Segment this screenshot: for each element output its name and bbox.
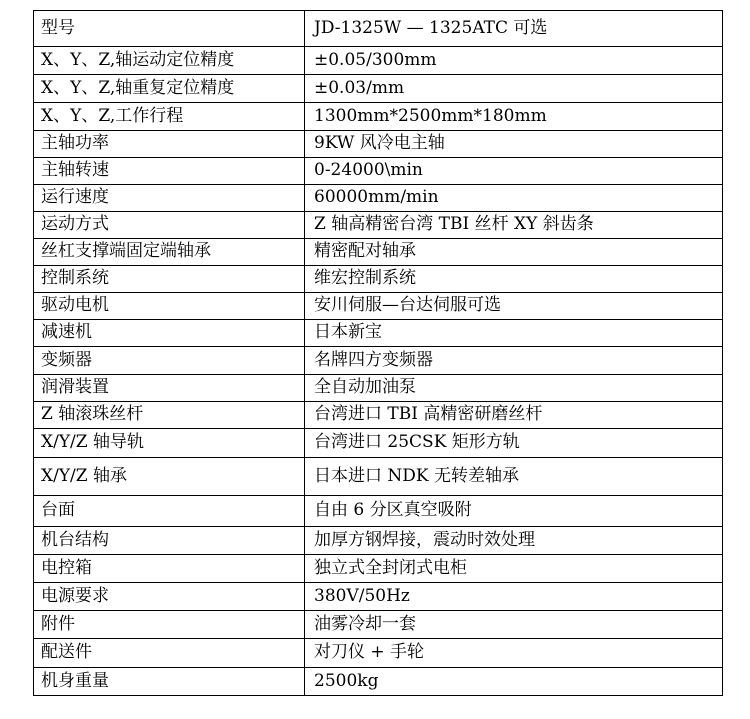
spec-value: 2500kg [305,668,723,696]
spec-label: X、Y、Z,轴重复定位精度 [34,75,305,103]
table-row [34,429,723,458]
table-row [34,239,723,266]
spec-value: 60000mm/min [305,185,723,212]
spec-label: 运动方式 [34,212,305,239]
spec-label: 附件 [34,611,305,639]
spec-value: 维宏控制系统 [305,266,723,293]
spec-value: 加厚方钢焊接，震动时效处理 [305,527,723,555]
spec-value: 1300mm*2500mm*180mm [305,103,723,131]
spec-value: 380V/50Hz [305,583,723,611]
spec-label: X、Y、Z,工作行程 [34,103,305,131]
table-row [34,158,723,185]
spec-label: 驱动电机 [34,293,305,320]
spec-label: X/Y/Z 轴承 [34,458,305,496]
table-row [34,611,723,639]
table-row [34,555,723,583]
table-row [34,347,723,375]
table-row [34,668,723,696]
spec-value: 自由 6 分区真空吸附 [305,496,723,527]
spec-value: 对刀仪 + 手轮 [305,639,723,668]
table-row [34,458,723,496]
spec-label: 运行速度 [34,185,305,212]
spec-label: 主轴转速 [34,158,305,185]
spec-value: 日本进口 NDK 无转差轴承 [305,458,723,496]
spec-value: ±0.05/300mm [305,47,723,75]
table-row [34,103,723,131]
spec-value: 独立式全封闭式电柜 [305,555,723,583]
table-row [34,212,723,239]
spec-value: Z 轴高精密台湾 TBI 丝杆 XY 斜齿条 [305,212,723,239]
spec-label: Z 轴滚珠丝杆 [34,402,305,429]
spec-label: 主轴功率 [34,131,305,158]
spec-label: 变频器 [34,347,305,375]
spec-label: 电控箱 [34,555,305,583]
spec-value: 9KW 风冷电主轴 [305,131,723,158]
spec-label: 配送件 [34,639,305,668]
spec-value: 精密配对轴承 [305,239,723,266]
spec-value: 名牌四方变频器 [305,347,723,375]
spec-table [33,10,723,696]
table-row [34,47,723,75]
table-row [34,131,723,158]
spec-label: 机身重量 [34,668,305,696]
spec-value: 0-24000\min [305,158,723,185]
spec-value: 台湾进口 TBI 高精密研磨丝杆 [305,402,723,429]
spec-value: 台湾进口 25CSK 矩形方轨 [305,429,723,458]
spec-label: X/Y/Z 轴导轨 [34,429,305,458]
table-row [34,375,723,402]
spec-label: 控制系统 [34,266,305,293]
spec-label: 润滑装置 [34,375,305,402]
table-row [34,527,723,555]
table-row [34,185,723,212]
spec-label: 丝杠支撑端固定端轴承 [34,239,305,266]
spec-label: 机台结构 [34,527,305,555]
table-row [34,320,723,347]
table-row [34,639,723,668]
spec-label: 减速机 [34,320,305,347]
spec-value: 安川伺服—台达伺服可选 [305,293,723,320]
table-row [34,583,723,611]
table-row [34,402,723,429]
spec-label: 台面 [34,496,305,527]
spec-value: 日本新宝 [305,320,723,347]
spec-value: ±0.03/mm [305,75,723,103]
table-row [34,496,723,527]
spec-label: X、Y、Z,轴运动定位精度 [34,47,305,75]
table-row [34,266,723,293]
spec-value: 全自动加油泵 [305,375,723,402]
table-row [34,11,723,47]
table-row [34,293,723,320]
spec-label: 电源要求 [34,583,305,611]
spec-label: 型号 [34,11,305,47]
spec-value: 油雾冷却一套 [305,611,723,639]
table-row [34,75,723,103]
spec-value: JD-1325W — 1325ATC 可选 [305,11,723,47]
